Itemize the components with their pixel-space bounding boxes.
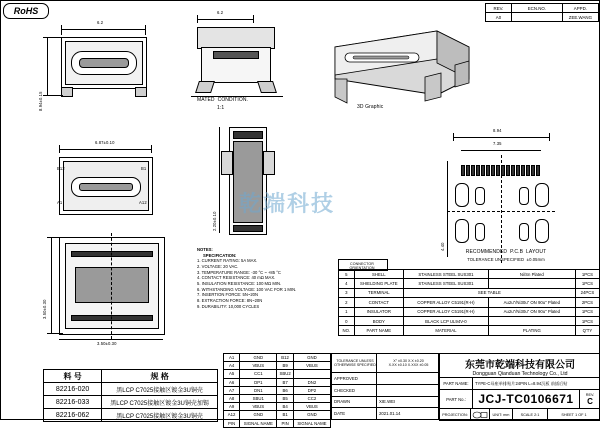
pin-r7-c3: GND <box>293 411 330 419</box>
bottom-view-pinrow-bottom <box>71 315 153 321</box>
mat-r0-part: SHELL <box>354 270 403 279</box>
pin-label-a12: A12 <box>139 200 147 205</box>
three-d-graphic <box>317 17 477 109</box>
pcb-layout-title: RECOMMENDED P.C.B LAYOUT <box>465 249 547 255</box>
mat-r5-qty: 1PCS <box>575 316 599 325</box>
pin-r3-c0: A6 <box>224 378 240 386</box>
mated-dim: 6.2 <box>217 10 224 15</box>
mated-condition-scale: 1:1 <box>217 105 225 111</box>
mated-condition-label: MATED CONDITION. <box>197 97 249 103</box>
top-view-tongue <box>79 183 133 191</box>
approval-value-date: 2021.01.14 <box>377 408 439 420</box>
approval-table <box>331 353 439 420</box>
pin-r3-c3: DN2 <box>293 378 330 386</box>
side-view-leg-right <box>263 151 275 175</box>
part-row1-spec: 黑LCP C7025接触区镀金3U铜壳加锡 <box>102 396 218 409</box>
approval-label-checked: CHECKED <box>332 384 377 396</box>
mat-r1-qty: 1PCS <box>575 279 599 288</box>
side-view-leg-left <box>221 151 233 175</box>
mat-r2-no: 3 <box>339 288 355 297</box>
mated-plug-body <box>197 27 275 49</box>
notes-title: NOTES: <box>197 247 213 252</box>
note-line-7: 7. INSERTION FORCE: 5N~20N <box>197 292 259 298</box>
mat-hd-no: NO. <box>339 326 355 335</box>
sheet-label: SHEET <box>561 412 574 417</box>
unit-value: mm <box>503 412 510 417</box>
pin-r5-c3: CC2 <box>293 394 330 402</box>
pin-label-a1: A1 <box>57 200 63 205</box>
company-name-cn: 东莞市乾端科技有限公司 <box>465 360 575 371</box>
pin-r5-c0: A8 <box>224 394 240 402</box>
approval-value-drawn: XIE.WEI <box>377 396 439 408</box>
front-view-leg-right <box>135 87 147 97</box>
bottom-view-cavity <box>75 267 149 303</box>
pcb-pad-field <box>453 161 549 257</box>
pin-r1-c2: B9 <box>277 362 294 370</box>
part-row1-code: 82216-033 <box>44 396 102 409</box>
mat-r4-no: 1 <box>339 307 355 316</box>
pin-r4-c0: A7 <box>224 386 240 394</box>
pin-r2-c3 <box>293 370 330 378</box>
pcb-layout-tolerance: TOLERANCE UNSPECIFIED ±0.05mm <box>467 257 545 262</box>
front-view-tongue <box>79 58 129 68</box>
mat-r0-material: STAINLESS STEEL SUS301 <box>403 270 488 279</box>
rev-header-ecn: ECN.NO. <box>511 4 562 13</box>
mat-hd-qty: Q'TY <box>575 326 599 335</box>
pin-r6-c1: VBUS <box>240 403 277 411</box>
pin-r2-c2: SBU2 <box>277 370 294 378</box>
mat-r5-material: BLACK LCP UL94V-0 <box>403 316 488 325</box>
three-d-label: 3D Graphic <box>357 104 384 110</box>
mat-r5-no: 0 <box>339 316 355 325</box>
mat-r0-qty: 1PCS <box>575 270 599 279</box>
pin-hd-c2: PIN <box>277 419 294 427</box>
note-line-3: 3. TEMPERATURE RANGE: -30 °C ~ +85 °C <box>197 269 281 275</box>
dim-inner-width: 6.87±0.10 <box>95 140 115 145</box>
part-row2-spec: 黑LCP C7025接触区镀金3U铜壳 <box>102 409 218 422</box>
sheet-value: 1 OF 1 <box>575 412 587 417</box>
mat-r3-qty: 2PCS <box>575 298 599 307</box>
part-no-label: PART No.: <box>440 390 473 408</box>
note-line-8: 8. EXTRACTION FORCE: 8N~20N <box>197 298 263 304</box>
pin-r2-c1: CC1 <box>240 370 277 378</box>
part-row0-code: 82216-020 <box>44 383 102 396</box>
pin-r0-c1: GND <box>240 354 277 362</box>
mat-r3-material: COPPER ALLOY C5191(R-H) <box>403 298 488 307</box>
watermark: 乾端科技 <box>239 191 336 216</box>
pin-r0-c2: B12 <box>277 354 294 362</box>
pin-assignment-table <box>223 353 331 428</box>
mated-leg-right <box>257 81 277 93</box>
mated-tongue <box>213 51 259 59</box>
pin-hd-c1: SIGNAL NAME <box>240 419 277 427</box>
scale-value: 2:1 <box>534 412 540 417</box>
pin-label-b12: B12 <box>57 166 65 171</box>
mat-r1-material: STAINLESS STEEL SUS301 <box>403 279 488 288</box>
part-header-code: 料 号 <box>44 370 102 383</box>
pin-r0-c3: GND <box>293 354 330 362</box>
rohs-badge: RoHS <box>3 3 49 19</box>
tolerance-values: X° ±0.30 X.X ±0.20 X.XX ±0.10 X.XXX ±0.05 <box>377 354 439 373</box>
mat-r1-plating <box>488 279 575 288</box>
part-row2-code: 82216-062 <box>44 409 102 422</box>
rev-header-appd: APPD. <box>562 4 598 13</box>
pin-r4-c1: DN1 <box>240 386 277 394</box>
mat-r0-plating: Ni/Sn Plated <box>488 270 575 279</box>
connector-orientation-label: CONNECTOR ORIENTATION <box>349 262 375 271</box>
pin-r4-c3: DP2 <box>293 386 330 394</box>
scale-label: SCALE <box>520 412 534 417</box>
unit-label: UNIT: <box>492 412 503 417</box>
pin-r3-c1: DP1 <box>240 378 277 386</box>
pin-r7-c0: A12 <box>224 411 240 419</box>
dim-bottom-height: 3.50±0.30 <box>42 299 47 319</box>
mat-r5-plating <box>488 316 575 325</box>
side-view-top-pin <box>233 131 263 139</box>
mat-r1-no: 4 <box>339 279 355 288</box>
mat-r3-no: 2 <box>339 298 355 307</box>
company-name-en: Dongguan Qianduan Technology Co., Ltd <box>472 371 568 377</box>
pcb-dim-inner: 7.35 <box>493 141 502 146</box>
pin-r4-c2: B6 <box>277 386 294 394</box>
note-line-1: 1. CURRENT RATING: 5A MAX. <box>197 258 258 264</box>
rev-header-rev: REV. <box>486 4 512 13</box>
approval-label-date: DATE <box>332 408 377 420</box>
part-spec-table <box>43 369 218 422</box>
pin-r3-c2: B7 <box>277 378 294 386</box>
pin-hd-c3: SIGNAL NAME <box>293 419 330 427</box>
note-line-2: 2. VOLTAGE: 20 VAC. <box>197 264 239 270</box>
mated-leg-left <box>195 81 215 93</box>
pin-r1-c3: VBUS <box>293 362 330 370</box>
mat-hd-plating: PLATING <box>488 326 575 335</box>
mat-r1-part: SHIELDING PLATE <box>354 279 403 288</box>
pin-r6-c3: VBUS <box>293 403 330 411</box>
part-row0-spec: 黑LCP C7025接触区镀金3U铜壳 <box>102 383 218 396</box>
note-line-4: 4. CONTACT RESISTANCE: 40 mΩ MAX. <box>197 275 276 281</box>
pin-r0-c0: A1 <box>224 354 240 362</box>
mat-r3-plating: Au2u"/Ni30u" ON 90u" Plated <box>488 298 575 307</box>
note-line-9: 9. DURABILITY: 10,000 CYCLES <box>197 303 260 309</box>
mat-r2-part: TERMINAL <box>354 288 403 297</box>
bottom-view-pinrow-top <box>71 251 153 257</box>
mat-r2-qty: 24PCS <box>575 288 599 297</box>
part-no-value: JCJ-TC0106671 <box>478 392 574 406</box>
pcb-dim-height: 4.40 <box>440 242 445 251</box>
pin-r5-c2: B5 <box>277 394 294 402</box>
notes-subtitle: SPECIFICATION: <box>203 252 237 258</box>
pin-r6-c2: B4 <box>277 403 294 411</box>
approval-value-checked <box>377 384 439 396</box>
pin-hd-c0: PIN <box>224 419 240 427</box>
approval-value-approved <box>377 373 439 385</box>
pin-r2-c0: A5 <box>224 370 240 378</box>
projection-label: PROJECTION: <box>442 412 468 417</box>
mat-r5-part: BODY <box>354 316 403 325</box>
pin-r7-c1: GND <box>240 411 277 419</box>
pin-r6-c0: A9 <box>224 403 240 411</box>
tolerance-title: TOLERANCE UNLESS OTHERWISE SPECIFIED <box>332 354 377 373</box>
note-line-6: 6. WITHSTANDING VOLTAGE: 100 VAC FOR 1 MIN. <box>197 286 297 292</box>
pin-label-b1: B1 <box>141 166 147 171</box>
dim-side-height: 2.20±0.10 <box>212 211 217 231</box>
notes-block <box>197 247 327 309</box>
rev-value: C <box>587 396 593 406</box>
part-header-spec: 规 格 <box>102 370 218 383</box>
rev-row-appd: ZEE.WANG <box>562 13 598 22</box>
pin-r1-c1: VBUS <box>240 362 277 370</box>
mat-r3-part: CONTACT <box>354 298 403 307</box>
mat-r4-material: COPPER ALLOY C5191(R-H) <box>403 307 488 316</box>
mat-r4-part: INSULATOR <box>354 307 403 316</box>
mat-r2-plating: SEE TABLE <box>403 288 575 297</box>
projection-symbol <box>471 409 490 420</box>
approval-label-drawn: DRAWN <box>332 396 377 408</box>
pin-r7-c2: B1 <box>277 411 294 419</box>
dim-left-height: 8.94±0.15 <box>38 91 43 111</box>
rev-label: REV. <box>585 392 595 397</box>
title-block <box>439 353 600 421</box>
dim-bottom-width: 3.50±0.30 <box>97 341 117 346</box>
pin-r5-c1: SBU1 <box>240 394 277 402</box>
mat-r4-plating: Au2u"/Ni30u" ON 90u" Plated <box>488 307 575 316</box>
front-view-leg-left <box>61 87 73 97</box>
pcb-dim-width: 8.94 <box>493 128 502 133</box>
approval-label-approved: APPROVED <box>332 373 377 385</box>
material-table <box>338 269 600 336</box>
rev-row-rev: A0 <box>486 13 512 22</box>
side-view-bottom-pin <box>233 225 263 232</box>
dim-top-width: 6.2 <box>97 20 104 25</box>
mat-r4-qty: 1PCS <box>575 307 599 316</box>
pin-r1-c0: A4 <box>224 362 240 370</box>
mat-hd-part: PART NAME <box>354 326 403 335</box>
mat-hd-material: MATERIAL <box>403 326 488 335</box>
revision-table <box>485 3 599 22</box>
part-name-label: PART NAME: <box>440 378 473 389</box>
rev-row-ecn <box>511 13 562 22</box>
part-name-value: TYPE-C母座单排贴片24PIN L=8.94沉板 前插后贴 <box>475 380 568 386</box>
note-line-5: 5. INSULATION RESISTANCE: 100 MΩ MIN. <box>197 281 282 287</box>
mat-r0-no: 5 <box>339 270 355 279</box>
